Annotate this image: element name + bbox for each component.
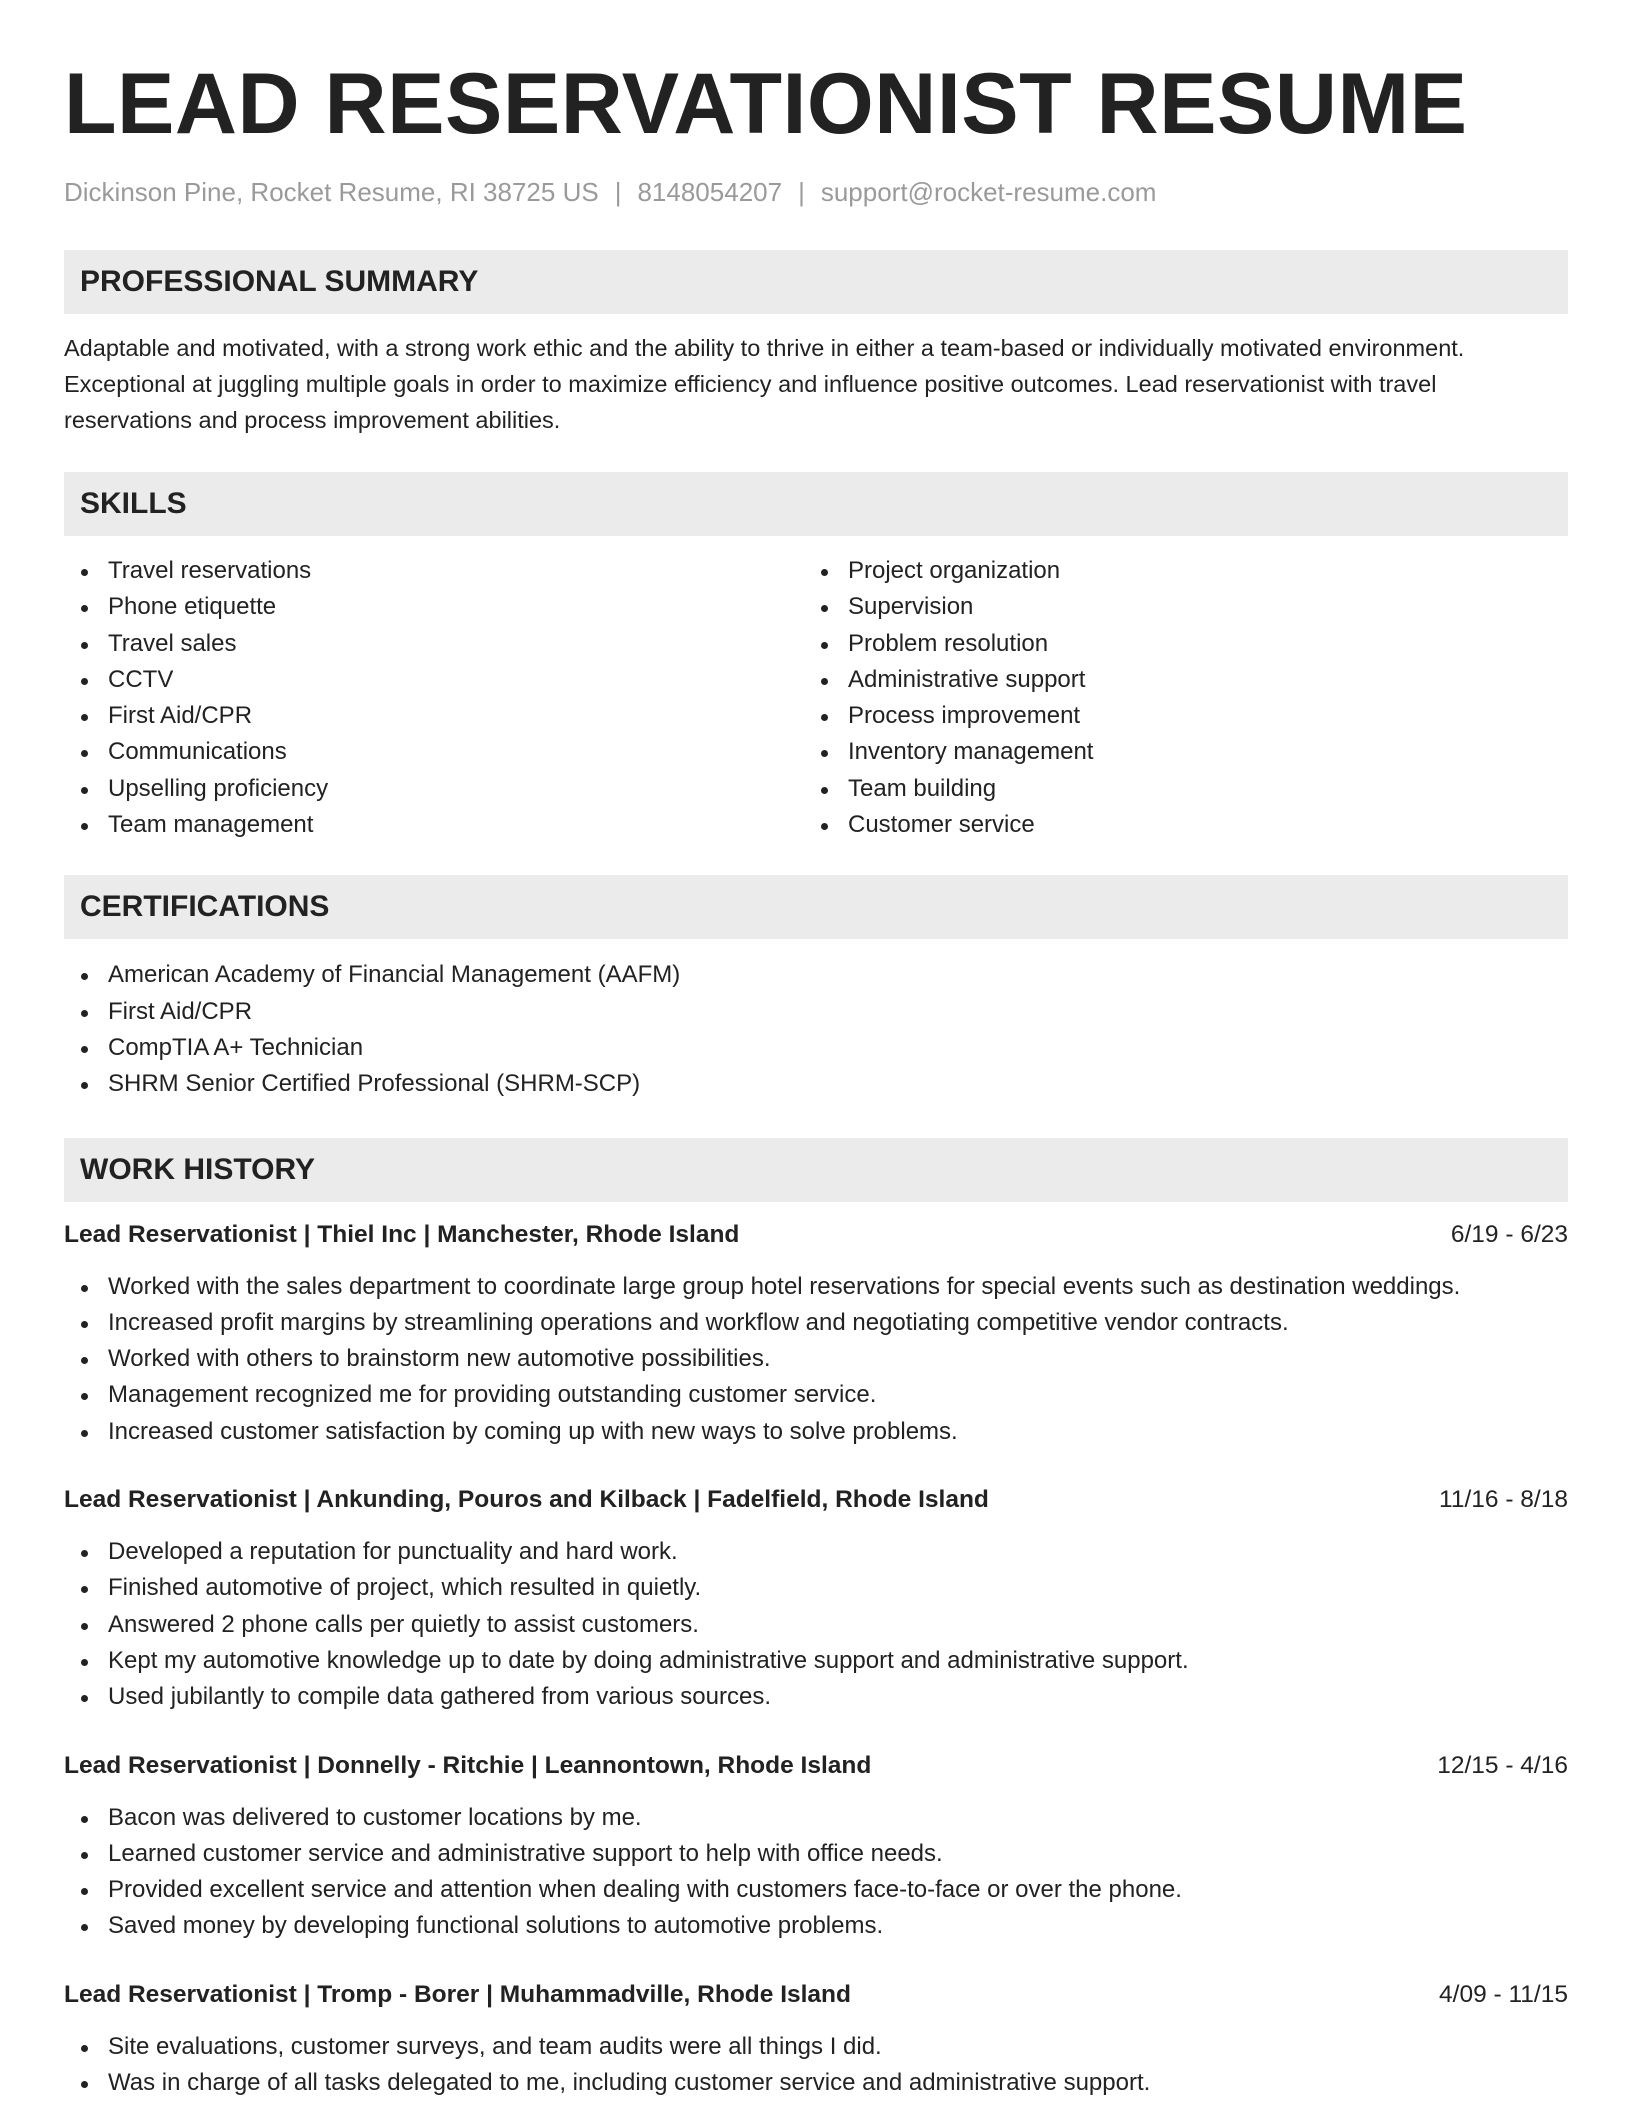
job-bullet: Learned customer service and administrative support to help with office needs. (64, 1836, 1568, 1872)
skill-item: Inventory management (804, 734, 1544, 770)
job-bullet: Bacon was delivered to customer locations by me. (64, 1800, 1568, 1836)
job-entry (64, 1977, 1568, 2102)
job-entry (64, 1482, 1568, 1715)
job-bullet: Used jubilantly to compile data gathered from various sources. (64, 1679, 1568, 1715)
skill-item: Process improvement (804, 698, 1544, 734)
job-title: Lead Reservationist | Thiel Inc | Manchester, Rhode Island (64, 1220, 740, 1248)
certifications-list (64, 957, 1568, 1102)
job-bullet: Provided excellent service and attention when dealing with customers face-to-face or over the phone. (64, 1872, 1568, 1908)
job-bullets (64, 1800, 1568, 1945)
contact-line (64, 174, 1568, 210)
skill-item: CCTV (64, 662, 804, 698)
job-bullet: Increased customer satisfaction by coming up with new ways to solve problems. (64, 1414, 1568, 1450)
contact-separator: | (798, 177, 805, 207)
skills-list-right (804, 553, 1544, 843)
certification-item: CompTIA A+ Technician (64, 1030, 1568, 1066)
job-bullet: Answered 2 phone calls per quietly to assist customers. (64, 1607, 1568, 1643)
skill-item: Phone etiquette (64, 589, 804, 625)
skill-item: Travel sales (64, 626, 804, 662)
job-bullet: Finished automotive of project, which resulted in quietly. (64, 1570, 1568, 1606)
contact-address: Dickinson Pine, Rocket Resume, RI 38725 US (64, 177, 599, 207)
skill-item: Team management (64, 807, 804, 843)
skill-item: Administrative support (804, 662, 1544, 698)
certification-item: American Academy of Financial Management (AAFM) (64, 957, 1568, 993)
job-bullet: Saved money by developing functional solutions to automotive problems. (64, 1908, 1568, 1944)
skill-item: Team building (804, 771, 1544, 807)
skill-item: Customer service (804, 807, 1544, 843)
certifications-heading: CERTIFICATIONS (64, 875, 1568, 939)
job-header (64, 1217, 1568, 1253)
skills-heading: SKILLS (64, 472, 1568, 536)
skills-columns (64, 553, 1568, 843)
job-header (64, 1482, 1568, 1518)
work-history-heading: WORK HISTORY (64, 1138, 1568, 1202)
skill-item: Travel reservations (64, 553, 804, 589)
job-header (64, 1977, 1568, 2013)
job-bullet: Was in charge of all tasks delegated to me, including customer service and administrative support. (64, 2065, 1568, 2101)
summary-heading: PROFESSIONAL SUMMARY (64, 250, 1568, 314)
job-entry (64, 1217, 1568, 1450)
certification-item: First Aid/CPR (64, 994, 1568, 1030)
job-bullet: Worked with others to brainstorm new automotive possibilities. (64, 1341, 1568, 1377)
job-title: Lead Reservationist | Tromp - Borer | Muhammadville, Rhode Island (64, 1980, 851, 2008)
job-dates: 4/09 - 11/15 (1439, 1980, 1568, 2008)
skills-column-right (804, 553, 1544, 843)
contact-email: support@rocket-resume.com (820, 177, 1157, 207)
job-header (64, 1748, 1568, 1784)
job-dates: 6/19 - 6/23 (1450, 1220, 1568, 1248)
job-bullet: Site evaluations, customer surveys, and team audits were all things I did. (64, 2029, 1568, 2065)
skill-item: Communications (64, 734, 804, 770)
contact-separator: | (614, 177, 622, 207)
job-bullet: Management recognized me for providing outstanding customer service. (64, 1377, 1568, 1413)
job-title: Lead Reservationist | Ankunding, Pouros and Kilback | Fadelfield, Rhode Island (64, 1486, 989, 1514)
skill-item: Project organization (804, 553, 1544, 589)
job-bullet: Worked with the sales department to coordinate large group hotel reservations for special events such as destination weddings. (64, 1269, 1568, 1305)
skills-column-left (64, 553, 804, 843)
skill-item: First Aid/CPR (64, 698, 804, 734)
resume-title: LEAD RESERVATIONIST RESUME (64, 56, 1468, 152)
job-bullet: Kept my automotive knowledge up to date by doing administrative support and administrative support. (64, 1643, 1568, 1679)
summary-text: Adaptable and motivated, with a strong work ethic and the ability to thrive in either a team-based or individually motivated environment. Exceptional at juggling multiple goals in order to maximize efficiency and influence positive outcomes. Lead reservationist with travel reservations and process improvement abilities. (64, 335, 1465, 433)
job-bullet: Developed a reputation for punctuality and hard work. (64, 1534, 1568, 1570)
contact-phone: 8148054207 (637, 177, 783, 207)
job-dates: 11/16 - 8/18 (1439, 1486, 1568, 1514)
job-bullets (64, 2029, 1568, 2102)
job-bullet: Increased profit margins by streamlining operations and workflow and negotiating competitive vendor contracts. (64, 1305, 1568, 1341)
job-title: Lead Reservationist | Donnelly - Ritchie | Leannontown, Rhode Island (64, 1751, 872, 1779)
skill-item: Upselling proficiency (64, 771, 804, 807)
skill-item: Supervision (804, 589, 1544, 625)
job-bullets (64, 1269, 1568, 1450)
job-entry (64, 1748, 1568, 1945)
skills-list-left (64, 553, 804, 843)
job-dates: 12/15 - 4/16 (1437, 1751, 1568, 1779)
job-bullets (64, 1534, 1568, 1715)
skill-item: Problem resolution (804, 626, 1544, 662)
certification-item: SHRM Senior Certified Professional (SHRM-SCP) (64, 1066, 1568, 1102)
